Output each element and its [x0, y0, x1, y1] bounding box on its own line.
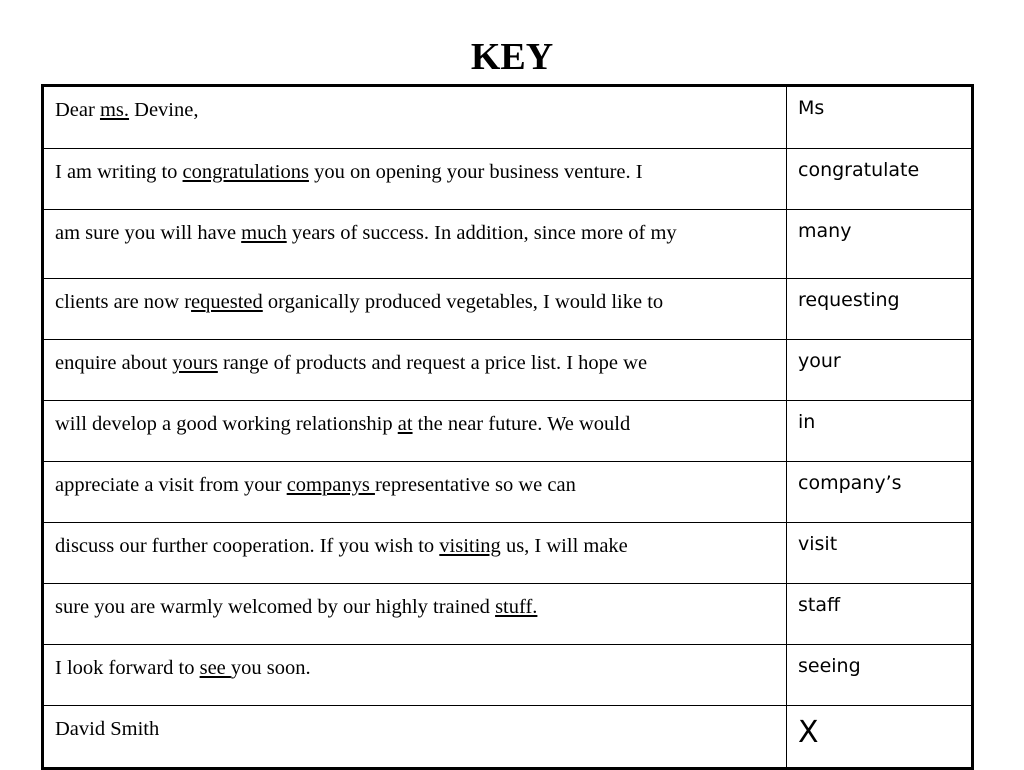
correction-cell: Ms	[787, 86, 973, 149]
sentence-cell	[43, 462, 787, 523]
error-word: equested	[191, 291, 263, 313]
correction-cell: X	[787, 706, 973, 769]
sentence-text: Dear	[55, 99, 100, 121]
sentence-text: discuss our further cooperation. If you wish to	[55, 535, 440, 557]
table-row	[43, 584, 973, 645]
sentence-text: the near future. We would	[412, 413, 631, 435]
sentence-cell	[43, 149, 787, 210]
correction-cell: congratulate	[787, 149, 973, 210]
table-row	[43, 86, 973, 149]
error-word: congratulations	[182, 161, 309, 183]
table-row	[43, 149, 973, 210]
error-word: stuff.	[495, 596, 538, 618]
correction-cell: visit	[787, 523, 973, 584]
error-word: ms.	[99, 99, 130, 121]
sentence-text: sure you are warmly welcomed by our highly trained	[55, 596, 496, 618]
correction-cell: your	[787, 340, 973, 401]
table-row	[43, 279, 973, 340]
sentence-text: organically produced vegetables, I would like to	[262, 291, 664, 313]
table-row	[43, 523, 973, 584]
sentence-text: clients are now r	[55, 291, 192, 313]
error-word: yours	[172, 352, 218, 374]
correction-cell: seeing	[787, 645, 973, 706]
error-word: visiting	[439, 535, 501, 557]
sentence-text: I am writing to	[55, 161, 183, 183]
sentence-cell	[43, 86, 787, 149]
sentence-text: will develop a good working relationship	[55, 413, 398, 435]
correction-cell: in	[787, 401, 973, 462]
answer-key-table	[41, 84, 974, 770]
sentence-cell	[43, 401, 787, 462]
sentence-text: representative so we can	[374, 474, 576, 496]
signature-cell	[43, 706, 787, 769]
table-row	[43, 210, 973, 279]
table-row	[43, 645, 973, 706]
correction-cell: requesting	[787, 279, 973, 340]
signature-text: David Smith	[55, 718, 160, 740]
sentence-cell	[43, 645, 787, 706]
sentence-cell	[43, 210, 787, 279]
sentence-text: am sure you will have	[55, 222, 242, 244]
sentence-text: enquire about	[55, 352, 173, 374]
sentence-text: Devine,	[129, 99, 199, 121]
page-title: KEY	[470, 36, 554, 78]
correction-cell: company’s	[787, 462, 973, 523]
correction-cell: staff	[787, 584, 973, 645]
table-row	[43, 706, 973, 769]
correction-cell: many	[787, 210, 973, 279]
table-row	[43, 340, 973, 401]
sentence-text: appreciate a visit from your	[55, 474, 287, 496]
error-word: companys	[286, 474, 375, 496]
table-row	[43, 401, 973, 462]
sentence-cell	[43, 523, 787, 584]
sentence-text: range of products and request a price list. I hope we	[217, 352, 648, 374]
sentence-text: us, I will make	[500, 535, 628, 557]
error-word: see	[199, 657, 231, 679]
error-word: much	[241, 222, 287, 244]
sentence-text: you on opening your business venture. I	[308, 161, 643, 183]
sentence-cell	[43, 279, 787, 340]
error-word: at	[397, 413, 413, 435]
table-row	[43, 462, 973, 523]
sentence-text: I look forward to	[55, 657, 200, 679]
sentence-text: years of success. In addition, since more of my	[286, 222, 677, 244]
sentence-cell	[43, 340, 787, 401]
sentence-text: you soon.	[230, 657, 311, 679]
sentence-cell	[43, 584, 787, 645]
